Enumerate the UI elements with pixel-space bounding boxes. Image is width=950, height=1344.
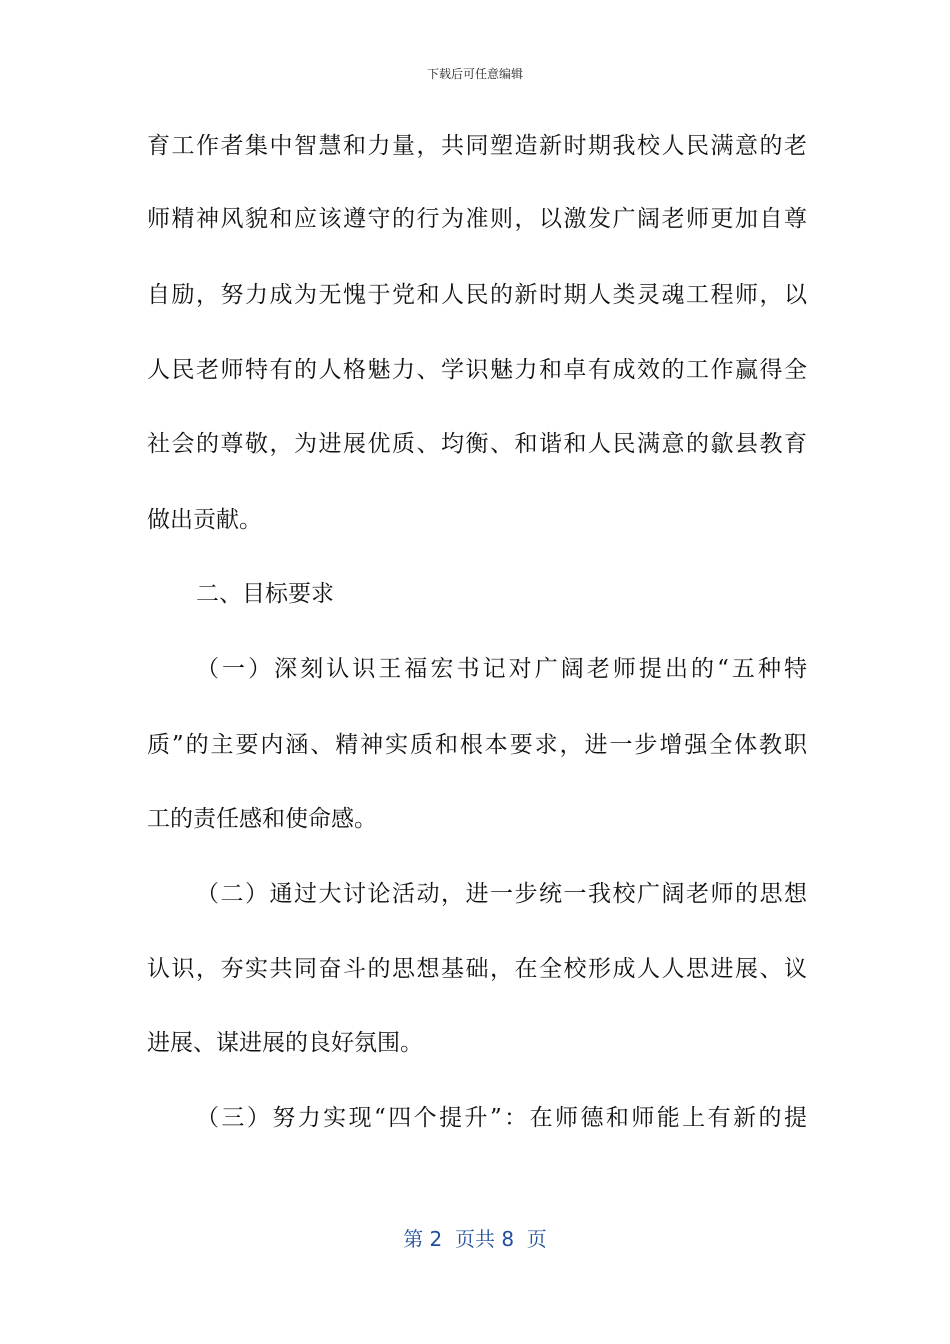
body-line: 师精神风貌和应该遵守的行为准则，以激发广阔老师更加自尊 (147, 206, 807, 232)
body-line: 自励，努力成为无愧于党和人民的新时期人类灵魂工程师，以 (147, 282, 807, 308)
body-line: （一）深刻认识王福宏书记对广阔老师提出的“五种特 (196, 656, 807, 682)
body-line: 质”的主要内涵、精神实质和根本要求，进一步增强全体教职 (147, 732, 807, 758)
page-header: 下载后可任意编辑 (426, 67, 523, 81)
body-line: 社会的尊敬，为进展优质、均衡、和谐和人民满意的歙县教育 (147, 431, 807, 457)
body-line: 工的责任感和使命感。 (147, 806, 377, 832)
body-line: 育工作者集中智慧和力量，共同塑造新时期我校人民满意的老 (147, 133, 807, 159)
body-line: 进展、谋进展的良好氛围。 (147, 1030, 423, 1056)
body-line: （二）通过大讨论活动，进一步统一我校广阔老师的思想 (196, 881, 807, 907)
page-footer: 第 2 页共 8 页 (403, 1227, 547, 1251)
body-line: （三）努力实现“四个提升”：在师德和师能上有新的提 (196, 1105, 807, 1131)
body-line: 人民老师特有的人格魅力、学识魅力和卓有成效的工作赢得全 (147, 357, 807, 383)
body-line: 认识，夯实共同奋斗的思想基础，在全校形成人人思进展、议 (147, 956, 807, 982)
section-heading: 二、目标要求 (196, 581, 334, 607)
body-line: 做出贡献。 (147, 507, 262, 533)
